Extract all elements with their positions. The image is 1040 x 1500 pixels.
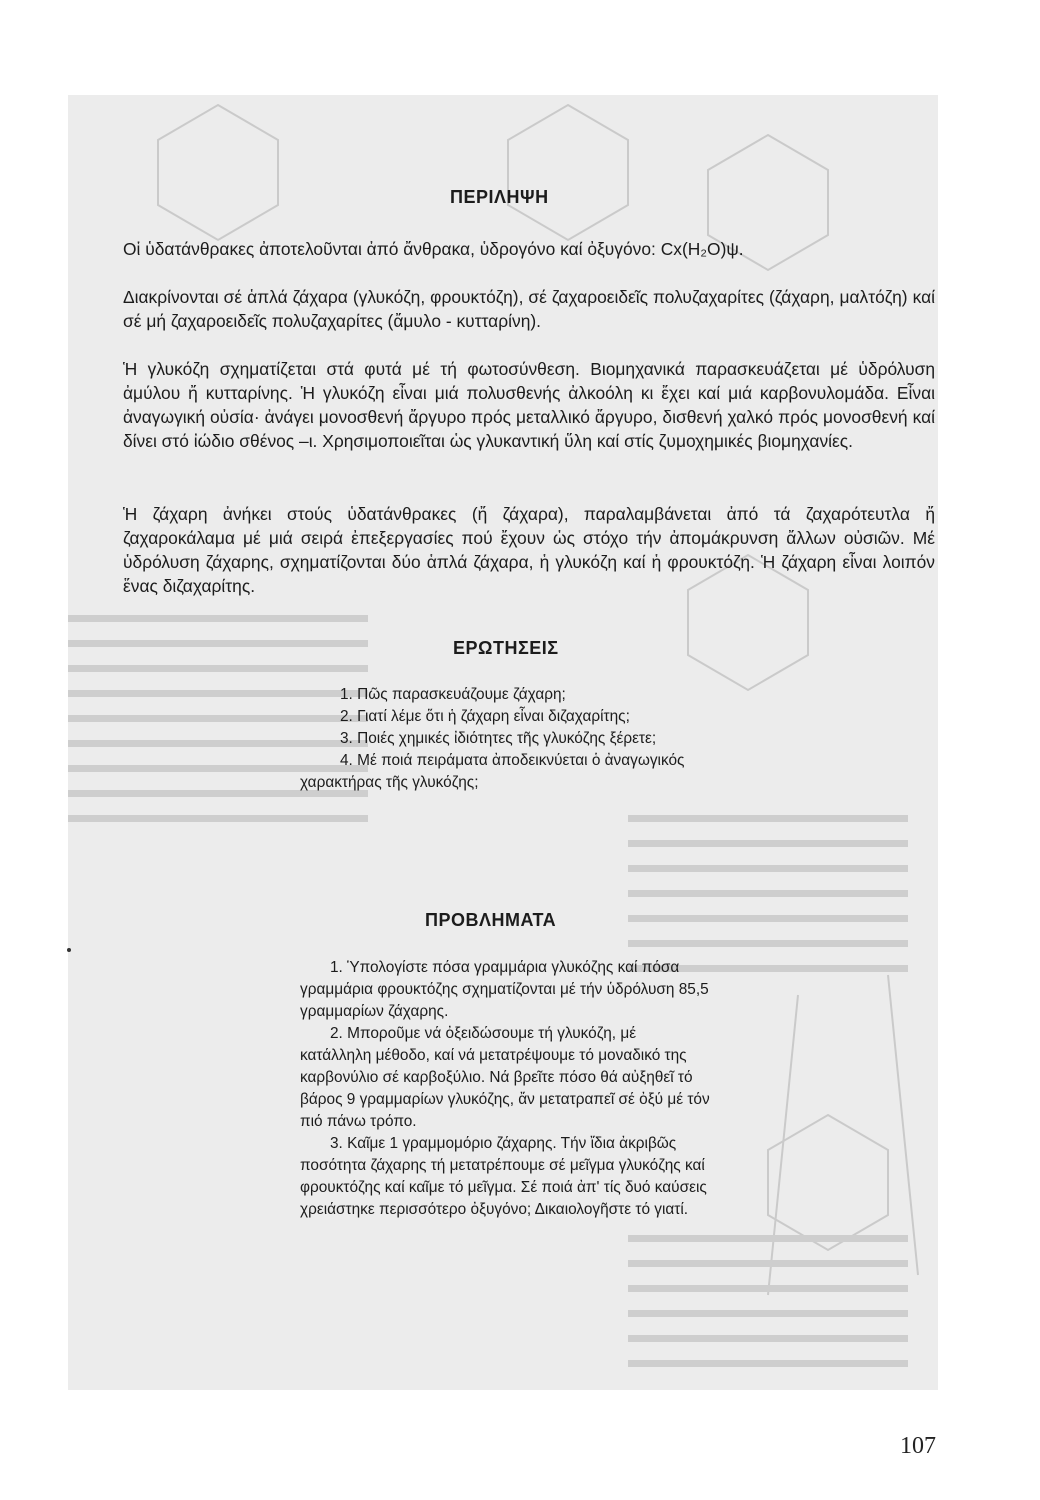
- problem-item: [300, 957, 710, 1023]
- question-number: 4.: [340, 752, 353, 769]
- question-item: [300, 706, 700, 728]
- question-number: 2.: [340, 708, 353, 725]
- question-item: [300, 750, 700, 794]
- question-text: Πῶς παρασκευάζουμε ζάχαρη;: [357, 686, 566, 703]
- question-text: Μέ ποιά πειράματα ἀποδεικνύεται ὁ ἀναγωγικός χαρακτήρας τῆς γλυκόζης;: [300, 752, 685, 791]
- problem-text: Καῖμε 1 γραμμομόριο ζάχαρης. Τήν ἴδια ἀκριβῶς ποσότητα ζάχαρης τή μετατρέπουμε σέ μεῖγμα γλυκόζης καί φρουκτόζης καί καῖμε τό μεῖγμα. Σέ ποιά ἀπ' τίς δυό καύσεις χρειάστηκε περισσότερο ὀξυγόνο; Δικαιολογῆστε τό γιατί.: [300, 1135, 707, 1218]
- question-number: 3.: [340, 730, 353, 747]
- problems-title: ΠΡΟΒΛΗΜΑΤΑ: [425, 910, 557, 930]
- page-sheet: [68, 95, 938, 1390]
- problem-item: [300, 1023, 710, 1133]
- problem-item: [300, 1133, 710, 1221]
- summary-paragraph-3: Ἡ γλυκόζη σχηματίζεται στά φυτά μέ τή φωτοσύνθεση. Βιομηχανικά παρασκευάζεται μέ ὑδρόλυση ἀμύλου ἤ κυτταρίνης. Ἡ γλυκόζη εἶναι μιά πολυσθενής ἀλκοόλη κι ἔχει καί μιά καρβονυλομάδα. Εἶναι ἀναγωγική οὐσία· ἀνάγει μονοσθενή ἄργυρο πρός μεταλλικό ἄργυρο, δισθενή χαλκό πρός μονοσθενή καί δίνει στό ἰώδιο σθένος –ι. Χρησιμοποιεῖται ὡς γλυκαντική ὕλη καί στίς ζυμοχημικές βιομηχανίες.: [123, 359, 935, 451]
- question-text: Ποιές χημικές ἰδιότητες τῆς γλυκόζης ξέρετε;: [357, 730, 657, 747]
- summary-paragraph-4: Ἡ ζάχαρη ἀνήκει στούς ὑδατάνθρακες (ἤ ζάχαρα), παραλαμβάνεται ἀπό τά ζαχαρότευτλα ἤ ζαχαροκάλαμα μέ μιά σειρά ἐπεξεργασίες πού ἔχουν ὡς στόχο τήν ἀπομάκρυνση ἄλλων οὐσιῶν. Μέ ὑδρόλυση ζάχαρης, σχηματίζονται δύο ἁπλά ζάχαρα, ἡ γλυκόζη καί ἡ φρουκτόζη. Ἡ ζάχαρη εἶναι λοιπόν ἕνας διζαχαρίτης.: [123, 504, 935, 596]
- questions-list: [300, 684, 700, 794]
- question-item: [300, 684, 700, 706]
- summary-paragraph-1: Οἱ ὑδατάνθρακες ἀποτελοῦνται ἀπό ἄνθρακα, ὑδρογόνο καί ὀξυγόνο: Cx(H₂O)ψ.: [123, 239, 744, 259]
- problem-number: 1.: [330, 959, 343, 976]
- question-number: 1.: [340, 686, 353, 703]
- page-number: 107: [900, 1433, 936, 1459]
- summary-paragraph-2: Διακρίνονται σέ ἁπλά ζάχαρα (γλυκόζη, φρουκτόζη), σέ ζαχαροειδεῖς πολυζαχαρίτες (ζάχαρη, μαλτόζη) καί σέ μή ζαχαροειδεῖς πολυζαχαρίτες (ἄμυλο - κυτταρίνη).: [123, 287, 935, 331]
- question-text: Γιατί λέμε ὅτι ἡ ζάχαρη εἶναι διζαχαρίτης;: [357, 708, 630, 725]
- problem-text: Μποροῦμε νά ὀξειδώσουμε τή γλυκόζη, μέ κατάλληλη μέθοδο, καί νά μετατρέψουμε τό μοναδικό της καρβονύλιο σέ καρβοξύλιο. Νά βρεῖτε πόσο θά αὐξηθεῖ τό βάρος 9 γραμμαρίων γλυκόζης, ἄν μετατραπεῖ σέ ὀξύ μέ τόν πιό πάνω τρόπο.: [300, 1025, 710, 1130]
- summary-title: ΠΕΡΙΛΗΨΗ: [450, 187, 549, 207]
- margin-mark: [67, 948, 71, 952]
- problems-list: [300, 957, 710, 1221]
- problem-text: Ὑπολογίστε πόσα γραμμάρια γλυκόζης καί πόσα γραμμάρια φρουκτόζης σχηματίζονται μέ τήν ὑδρόλυση 85,5 γραμμαρίων ζάχαρης.: [300, 959, 709, 1020]
- problem-number: 2.: [330, 1025, 343, 1042]
- question-item: [300, 728, 700, 750]
- questions-title: ΕΡΩΤΗΣΕΙΣ: [453, 638, 559, 658]
- problem-number: 3.: [330, 1135, 343, 1152]
